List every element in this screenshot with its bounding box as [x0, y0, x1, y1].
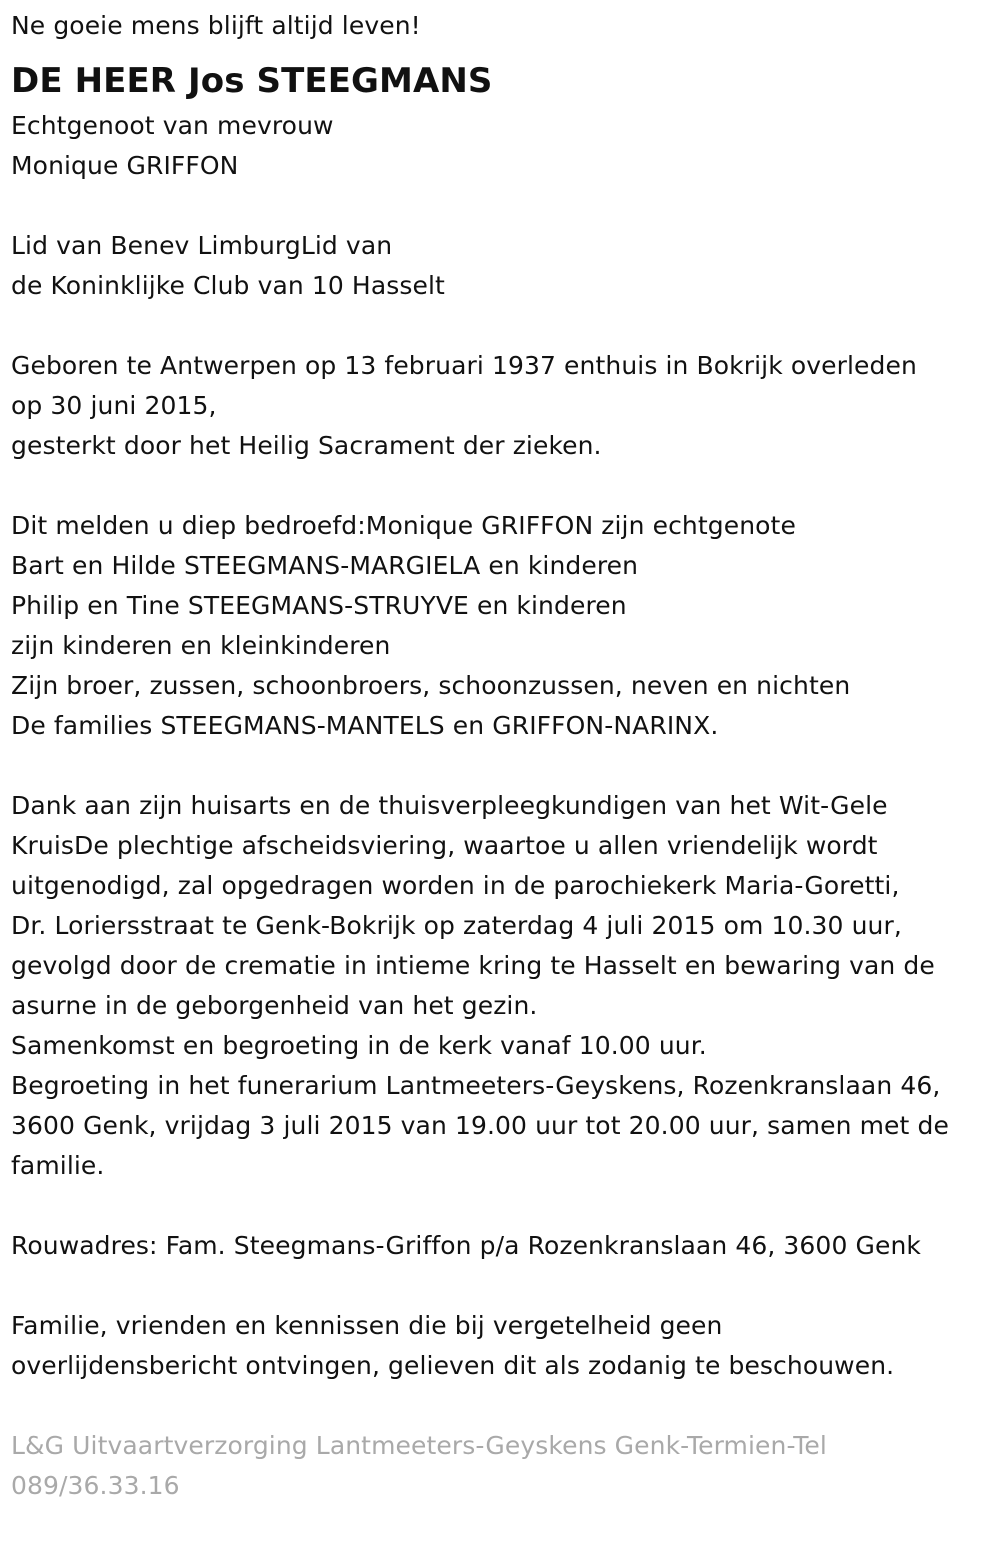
- ceremony-line: asurne in de geborgenheid van het gezin.: [11, 991, 538, 1020]
- birth-death-line: op 30 juni 2015,: [11, 391, 217, 420]
- spacer: [11, 1386, 991, 1426]
- spacer: [11, 186, 991, 226]
- ceremony-line: KruisDe plechtige afscheidsviering, waartoe u allen vriendelijk wordt: [11, 831, 878, 860]
- ceremony-line: familie.: [11, 1151, 105, 1180]
- birth-death-line: Geboren te Antwerpen op 13 februari 1937 enthuis in Bokrijk overleden: [11, 351, 917, 380]
- mourning-address: Rouwadres: Fam. Steegmans-Griffon p/a Rozenkranslaan 46, 3600 Genk: [11, 1231, 921, 1260]
- ceremony-line: uitgenodigd, zal opgedragen worden in de parochiekerk Maria-Goretti,: [11, 871, 900, 900]
- announcement-line: Zijn broer, zussen, schoonbroers, schoonzussen, neven en nichten: [11, 671, 851, 700]
- announcement-line: De families STEEGMANS-MANTELS en GRIFFON-NARINX.: [11, 711, 719, 740]
- ceremony-line: Dr. Loriersstraat te Genk-Bokrijk op zaterdag 4 juli 2015 om 10.30 uur,: [11, 911, 902, 940]
- spacer: [11, 746, 991, 786]
- spacer: [11, 306, 991, 346]
- ceremony-line: Dank aan zijn huisarts en de thuisverpleegkundigen van het Wit-Gele: [11, 791, 888, 820]
- spacer: [11, 1266, 991, 1306]
- spacer: [11, 1186, 991, 1226]
- ceremony-line: Samenkomst en begroeting in de kerk vanaf 10.00 uur.: [11, 1031, 707, 1060]
- birth-death-line: gesterkt door het Heilig Sacrament der zieken.: [11, 431, 602, 460]
- membership-line: de Koninklijke Club van 10 Hasselt: [11, 271, 445, 300]
- announcement-line: Bart en Hilde STEEGMANS-MARGIELA en kinderen: [11, 551, 639, 580]
- spouse-line: Echtgenoot van mevrouw: [11, 111, 334, 140]
- spacer: [11, 466, 991, 506]
- notice-line: Familie, vrienden en kennissen die bij vergetelheid geen: [11, 1311, 723, 1340]
- ceremony-line: Begroeting in het funerarium Lantmeeters-Geyskens, Rozenkranslaan 46,: [11, 1071, 941, 1100]
- motto: Ne goeie mens blijft altijd leven!: [11, 11, 421, 40]
- ceremony-line: 3600 Genk, vrijdag 3 juli 2015 van 19.00 uur tot 20.00 uur, samen met de: [11, 1111, 949, 1140]
- ceremony-line: gevolgd door de crematie in intieme kring te Hasselt en bewaring van de: [11, 951, 935, 980]
- notice-line: overlijdensbericht ontvingen, gelieven dit als zodanig te beschouwen.: [11, 1351, 895, 1380]
- announcement-line: Philip en Tine STEEGMANS-STRUYVE en kinderen: [11, 591, 627, 620]
- funeral-director-line: L&G Uitvaartverzorging Lantmeeters-Geyskens Genk-Termien-Tel: [11, 1431, 827, 1460]
- deceased-name: DE HEER Jos STEEGMANS: [11, 61, 493, 101]
- membership-line: Lid van Benev LimburgLid van: [11, 231, 393, 260]
- obituary-notice: [11, 6, 991, 1506]
- announcement-line: Dit melden u diep bedroefd:Monique GRIFFON zijn echtgenote: [11, 511, 796, 540]
- funeral-director-phone: 089/36.33.16: [11, 1471, 180, 1500]
- announcement-line: zijn kinderen en kleinkinderen: [11, 631, 391, 660]
- spouse-name: Monique GRIFFON: [11, 151, 239, 180]
